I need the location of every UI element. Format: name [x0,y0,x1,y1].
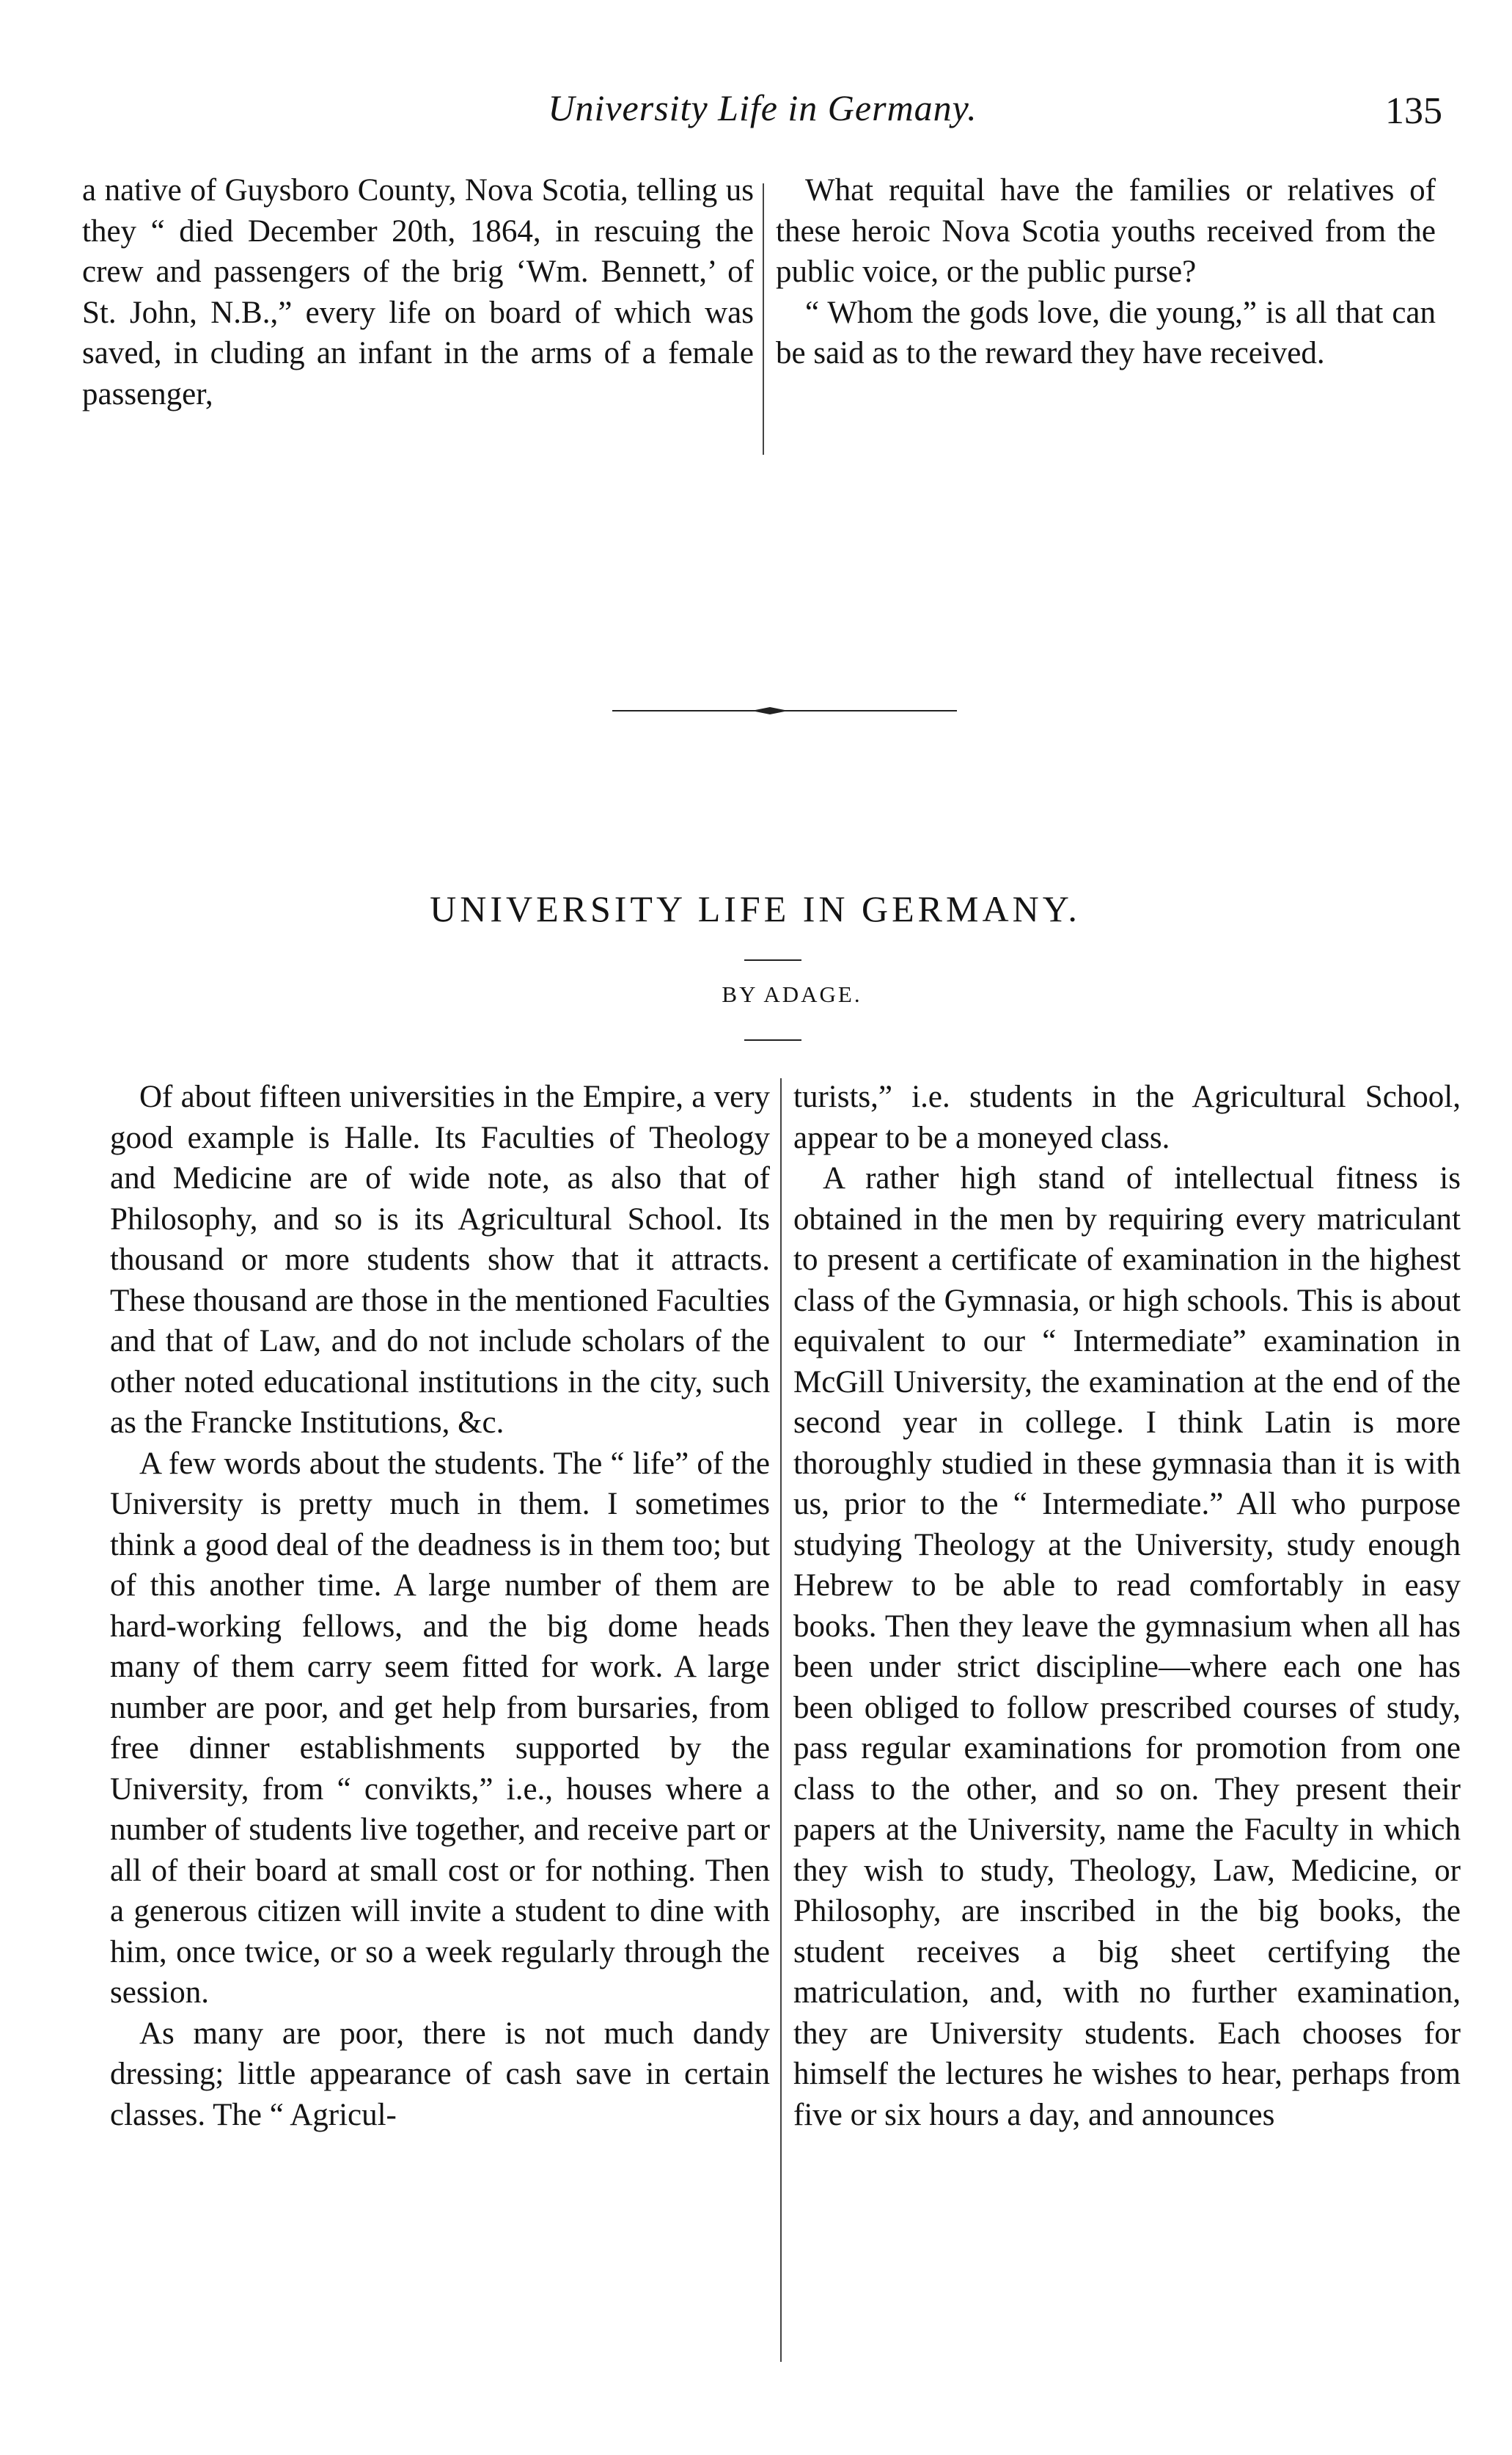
paragraph: A rather high stand of intellectual fitness is obtained in the men by requiring every matriculant to present a certificate of examination in the highest class of the Gymnasia, or high schools. This is about equivalent to our “ Intermediate” examination in McGill University, the examination at the end of the second year in college. I think Latin is more thoroughly studied in these gymnasia than it is with us, prior to the “ Intermediate.” All who purpose studying Theology at the University, study enough Hebrew to be able to read comfortably in easy books. Then they leave the gymnasium when all has been under strict discipline—where each one has been obliged to follow prescribed courses of study, pass regular examinations for promotion from one class to the other, and so on. They present their papers at the University, name the Faculty in which they wish to study, Theology, Law, Medicine, or Philosophy, are inscribed in the big books, the student receives a big sheet certifying the matriculation, and, with no further examination, they are University students. Each chooses for himself the lectures he wishes to hear, perhaps from five or six hours a day, and announces [793,1161,1461,2132]
paragraph: “ Whom the gods love, die young,” is all that can be said as to the reward they have received. [776,295,1436,370]
section-ornament [612,706,957,716]
byline: BY ADAGE. [722,981,862,1007]
article-left-column [110,1077,770,2135]
page-number: 135 [1385,90,1442,132]
paragraph: As many are poor, there is not much dandy dressing; little appearance of cash save in certain classes. The “ Agricul- [110,2016,770,2132]
running-title: University Life in Germany. [548,87,977,128]
paragraph: A few words about the students. The “ life” of the University is pretty much in them. I sometimes think a good deal of the deadness is in them too; but of this another time. A large number of them are hard-working fellows, and the big dome heads many of them carry seem fitted for work. A large number are poor, and get help from bursaries, from free dinner establishments supported by the University, from “ convikts,” i.e., houses where a number of students live together, and receive part or all of their board at small cost or for nothing. Then a generous citizen will invite a student to dine with him, once twice, or so a week regularly through the session. [110,1446,770,2010]
paragraph: What requital have the families or relatives of these heroic Nova Scotia youths received from the public voice, or the public purse? [776,173,1436,289]
paragraph: a native of Guysboro County, Nova Scotia, telling us they “ died December 20th, 1864, in rescuing the crew and passengers of the brig ‘Wm. Bennett,’ of St. John, N.B.,” every life on board of which was saved, in cluding an infant in the arms of a female passenger, [82,173,754,411]
column-divider [763,183,764,455]
previous-article-right-column [776,170,1436,374]
byline-rule [744,1039,801,1041]
article-title: UNIVERSITY LIFE IN GERMANY. [430,888,1081,929]
previous-article-left-column [82,170,754,414]
title-rule [744,959,801,961]
article-right-column [793,1077,1461,2135]
paragraph: Of about fifteen universities in the Empire, a very good example is Halle. Its Faculties of Theology and Medicine are of wide note, as also that of Philosophy, and so is its Agricultural School. Its thousand or more students show that it attracts. These thousand are those in the mentioned Faculties and that of Law, and do not include scholars of the other noted educational institutions in the city, such as the Francke Institutions, &c. [110,1080,770,1440]
paragraph: turists,” i.e. students in the Agricultural School, appear to be a moneyed class. [793,1080,1461,1155]
column-divider [780,1078,782,2362]
